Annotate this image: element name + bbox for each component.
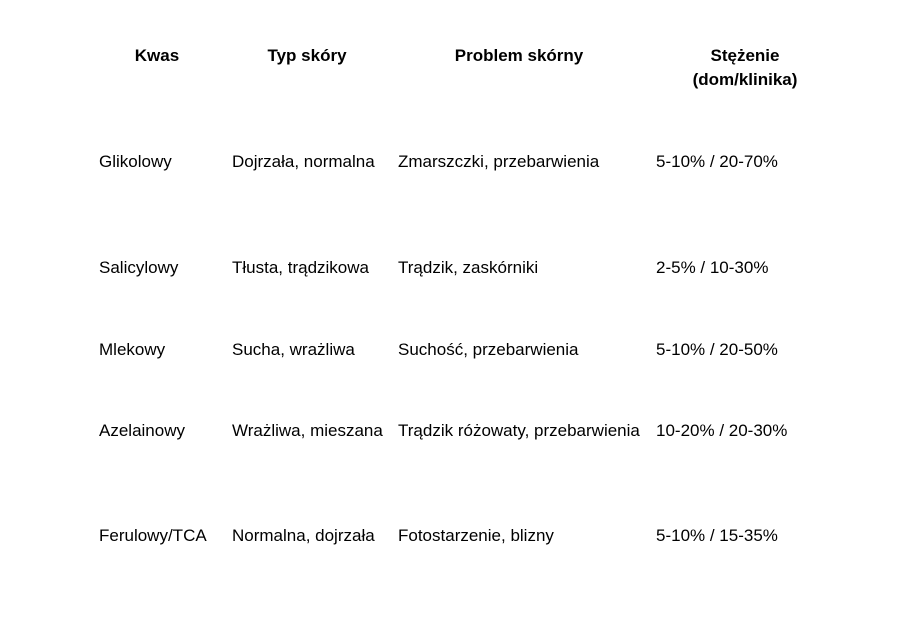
header-skin-type: Typ skóry [267,46,347,65]
cell-concentration: 2-5% / 10-30% [656,258,769,277]
header-acid: Kwas [134,46,180,65]
header-concentration: Stężenie (dom/klinika) [692,46,798,89]
cell-skin-type: Wrażliwa, mieszana [232,421,383,440]
cell-acid: Glikolowy [99,152,172,171]
cell-skin-problem: Trądzik różowaty, przebarwienia [398,421,640,440]
cell-acid: Mlekowy [99,340,166,359]
cell-skin-type: Tłusta, trądzikowa [232,258,369,277]
cell-skin-type: Normalna, dojrzała [232,526,375,545]
cell-concentration: 5-10% / 15-35% [656,526,778,545]
cell-concentration: 5-10% / 20-70% [656,152,778,171]
cell-skin-type: Sucha, wrażliwa [232,340,355,359]
cell-skin-type: Dojrzała, normalna [232,152,375,171]
cell-skin-problem: Trądzik, zaskórniki [398,258,539,277]
cell-acid: Salicylowy [99,258,179,277]
cell-skin-problem: Zmarszczki, przebarwienia [398,152,600,171]
cell-concentration: 5-10% / 20-50% [656,340,778,359]
cell-acid: Azelainowy [99,421,185,440]
cell-skin-problem: Fotostarzenie, blizny [398,526,554,545]
cell-acid: Ferulowy/TCA [99,526,207,545]
cell-skin-problem: Suchość, przebarwienia [398,340,579,359]
cell-concentration: 10-20% / 20-30% [656,421,788,440]
header-skin-problem: Problem skórny [454,46,584,65]
